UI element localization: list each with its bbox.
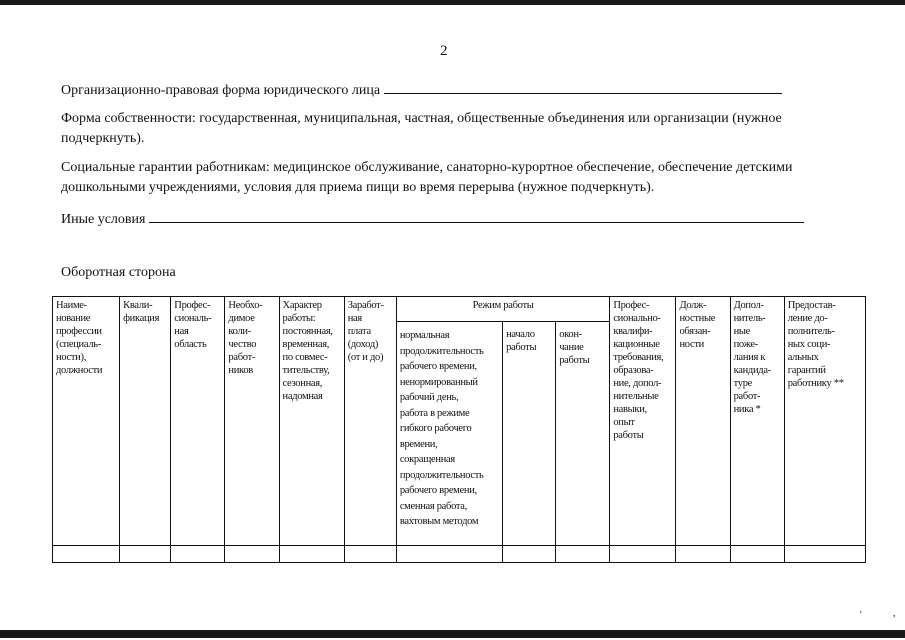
cell-extra-guarantees[interactable] xyxy=(784,546,865,563)
other-conditions-label: Иные условия xyxy=(61,212,146,227)
header-duties: Долж- ностные обязан- ности xyxy=(676,297,730,546)
header-profession: Наиме- нование профессии (специаль- ности), должности xyxy=(53,297,120,546)
subheader-end-time: окон- чание работы xyxy=(556,322,610,546)
cell-end-time[interactable] xyxy=(556,546,610,563)
cell-profession[interactable] xyxy=(53,546,120,563)
header-qualification: Квали- фикация xyxy=(120,297,171,546)
cell-requirements[interactable] xyxy=(610,546,676,563)
cell-workers-needed[interactable] xyxy=(225,546,279,563)
header-salary: Заработ- ная плата (доход) (от и до) xyxy=(344,297,396,546)
cell-start-time[interactable] xyxy=(503,546,556,563)
other-conditions-line xyxy=(61,210,804,230)
scan-mark: ' xyxy=(860,610,862,621)
legal-form-blank[interactable] xyxy=(384,81,782,94)
cell-work-character[interactable] xyxy=(279,546,344,563)
cell-salary[interactable] xyxy=(344,546,396,563)
cell-duties[interactable] xyxy=(676,546,730,563)
legal-form-line xyxy=(61,81,782,101)
page-number: 2 xyxy=(440,43,448,59)
other-conditions-blank[interactable] xyxy=(149,210,804,223)
subheader-start-time: начало работы xyxy=(503,322,556,546)
scan-bottom-edge xyxy=(0,630,905,638)
ownership-paragraph: Форма собственности: государственная, муниципальная, частная, общественные объединения или организации (нужное подчеркнуть). xyxy=(61,111,782,146)
scan-mark: , xyxy=(893,608,896,619)
header-work-regime: Режим работы xyxy=(396,297,610,322)
header-extra-guarantees: Предостав- ление до- полнитель- ных соци- альных гарантий работнику ** xyxy=(784,297,865,546)
subheader-normal-hours: нормальная продолжительность рабочего времени, ненормированный рабочий день, работа в режиме гибкого рабочего времени, сокращенная продолжительность рабочего времени, сменная работа, вахтовым методом xyxy=(396,322,502,546)
header-requirements: Профес- сионально- квалифи- кационные требования, образова- ние, допол- нительные навыки, опыт работы xyxy=(610,297,676,546)
cell-professional-field[interactable] xyxy=(171,546,225,563)
cell-candidate-wishes[interactable] xyxy=(730,546,784,563)
header-work-character: Характер работы: постоянная, временная, по совмес- тительству, сезонная, надомная xyxy=(279,297,344,546)
social-guarantees-paragraph: Социальные гарантии работникам: медицинское обслуживание, санаторно-курортное обеспечение, обеспечение детскими дошкольными учреждениями, условия для приема пищи во время перерыва (нужное подчеркнуть). xyxy=(61,160,793,195)
header-workers-needed: Необхо- димое коли- чество работ- ников xyxy=(225,297,279,546)
cell-normal-hours[interactable] xyxy=(396,546,502,563)
header-candidate-wishes: Допол- нитель- ные поже- лания к кандида- туре работ- ника * xyxy=(730,297,784,546)
legal-form-label: Организационно-правовая форма юридического лица xyxy=(61,83,381,98)
reverse-side-heading: Оборотная сторона xyxy=(61,265,176,280)
table-row xyxy=(53,546,866,563)
scan-top-edge xyxy=(0,0,905,5)
cell-qualification[interactable] xyxy=(120,546,171,563)
header-professional-field: Профес- сиональ- ная область xyxy=(171,297,225,546)
vacancy-table xyxy=(52,296,866,563)
